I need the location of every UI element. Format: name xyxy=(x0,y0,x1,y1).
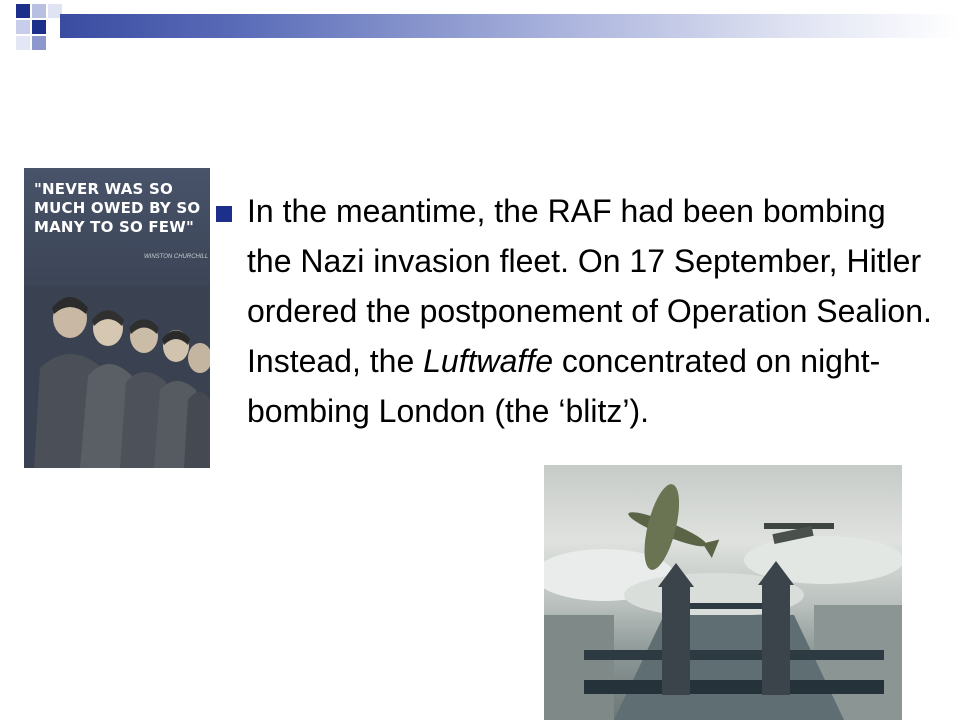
bullet-text xyxy=(247,186,937,436)
churchill-poster-image xyxy=(24,168,210,468)
deco-square-2 xyxy=(32,4,46,18)
bullet-text-italic: Luftwaffe xyxy=(423,343,553,379)
poster-title: "NEVER WAS SO MUCH OWED BY SO MANY TO SO FEW" xyxy=(34,180,201,236)
bullet-text-part1: In the meantime, the RAF had been bombing the Nazi invasion fleet. On 17 September, Hitler ordered the postponement of Operation Sealion. Instead, the xyxy=(247,193,932,379)
deco-square-4 xyxy=(16,20,30,34)
tower-bridge-painting xyxy=(544,465,902,720)
deco-square-5 xyxy=(32,20,46,34)
deco-square-6 xyxy=(16,36,30,50)
bullet-square-icon xyxy=(216,206,232,222)
poster-signature: WINSTON CHURCHILL xyxy=(144,254,209,260)
header-bar xyxy=(60,14,960,38)
deco-square-1 xyxy=(16,4,30,18)
tower-bridge-spitfire-icon xyxy=(544,465,902,720)
deco-square-7 xyxy=(32,36,46,50)
bullet-text-part2: concentrated on night-bombing London (the ‘blitz’). xyxy=(247,343,881,429)
